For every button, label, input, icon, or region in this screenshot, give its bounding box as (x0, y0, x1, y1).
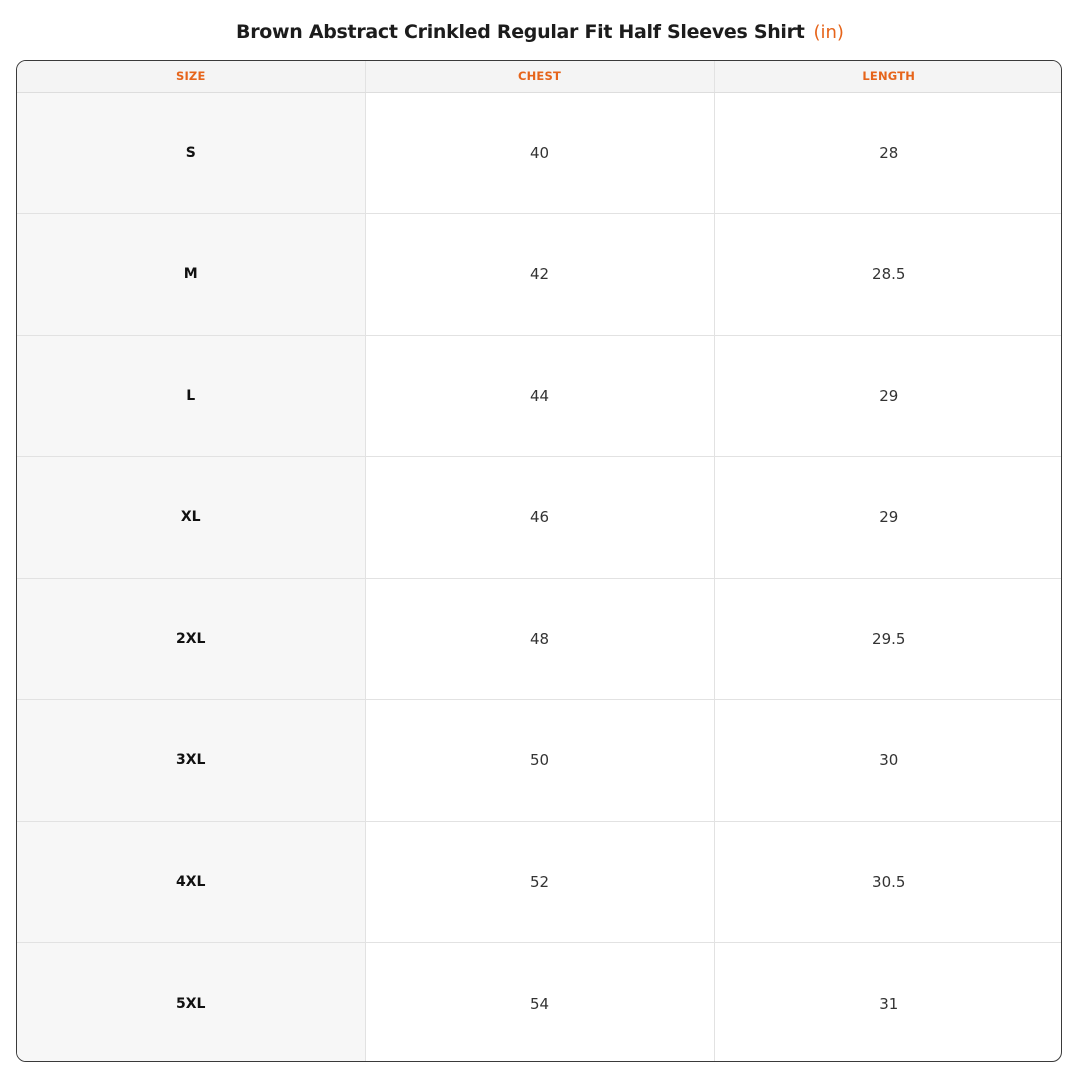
column-header-chest: CHEST (365, 61, 714, 92)
size-cell: S (17, 92, 365, 214)
length-cell: 29 (714, 457, 1062, 579)
size-cell: XL (17, 457, 365, 579)
length-cell: 29 (714, 335, 1062, 457)
table-row (17, 92, 1062, 214)
table-row (17, 214, 1062, 336)
size-cell: M (17, 214, 365, 336)
table-header-row (17, 61, 1062, 92)
page-title: Brown Abstract Crinkled Regular Fit Half Sleeves Shirt (236, 21, 805, 43)
table-row (17, 821, 1062, 943)
size-cell: 3XL (17, 700, 365, 822)
length-cell: 30 (714, 700, 1062, 822)
chest-cell: 50 (365, 700, 714, 822)
size-cell: 4XL (17, 821, 365, 943)
chest-cell: 52 (365, 821, 714, 943)
size-chart-table-container (16, 60, 1062, 1062)
chest-cell: 40 (365, 92, 714, 214)
table-row (17, 578, 1062, 700)
size-chart-table (17, 61, 1062, 1062)
chest-cell: 42 (365, 214, 714, 336)
size-cell: 5XL (17, 943, 365, 1063)
size-cell: L (17, 335, 365, 457)
length-cell: 31 (879, 994, 899, 1013)
table-row (17, 943, 1062, 1063)
length-cell: 28 (714, 92, 1062, 214)
chest-cell: 46 (365, 457, 714, 579)
table-row (17, 335, 1062, 457)
table-row (17, 700, 1062, 822)
size-cell: 2XL (17, 578, 365, 700)
length-cell: 28.5 (714, 214, 1062, 336)
chest-cell: 44 (365, 335, 714, 457)
length-cell: 29.5 (714, 578, 1062, 700)
size-chart-header (0, 16, 1080, 48)
column-header-size: SIZE (17, 61, 365, 92)
column-header-length: LENGTH (714, 61, 1062, 92)
table-row (17, 457, 1062, 579)
unit-label: (in) (813, 21, 844, 43)
chest-cell: 48 (365, 578, 714, 700)
length-cell: 30.5 (714, 821, 1062, 943)
chest-cell: 54 (365, 943, 714, 1063)
